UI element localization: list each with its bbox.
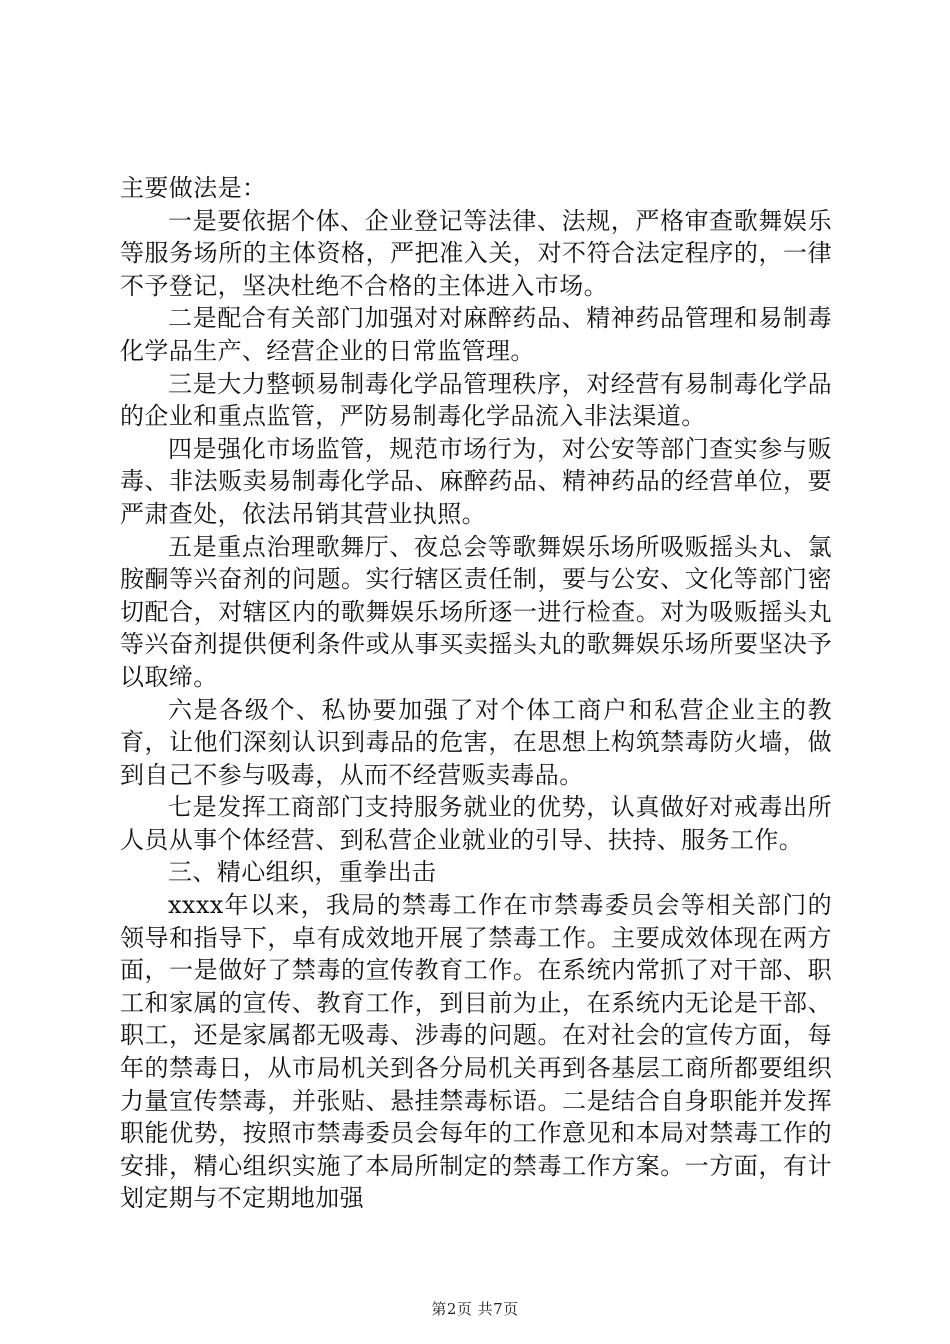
paragraph-intro: 主要做法是： xyxy=(120,174,267,202)
paragraph-item-4: 四是强化市场监管，规范市场行为，对公安等部门查实参与贩毒、非法贩卖易制毒化学品、麻醉药品、精神药品的经营单位，要严肃查处，依法吊销其营业执照。 xyxy=(120,434,832,528)
page-number-footer: 第2页 共7页 xyxy=(431,1300,519,1318)
paragraph-item-7: 七是发挥工商部门支持服务就业的优势，认真做好对戒毒出所人员从事个体经营、到私营企业就业的引导、扶持、服务工作。 xyxy=(120,793,832,854)
paragraph-item-2: 二是配合有关部门加强对对麻醉药品、精神药品管理和易制毒化学品生产、经营企业的日常监管理。 xyxy=(120,304,832,365)
paragraph-results: xxxx年以来，我局的禁毒工作在市禁毒委员会等相关部门的领导和指导下，卓有成效地开展了禁毒工作。主要成效体现在两方面，一是做好了禁毒的宣传教育工作。在系统内常抓了对干部、职工和家属的宣传、教育工作，到目前为止，在系统内无论是干部、职工，还是家属都无吸毒、涉毒的问题。在对社会的宣传方面，每年的禁毒日，从市局机关到各分局机关再到各基层工商所都要组织力量宣传禁毒，并张贴、悬挂禁毒标语。二是结合自身职能并发挥职能优势，按照市禁毒委员会每年的工作意见和本局对禁毒工作的安排，精心组织实施了本局所制定的禁毒工作方案。一方面，有计划定期与不定期地加强 xyxy=(120,891,832,1213)
paragraph-item-1: 一是要依据个体、企业登记等法律、法规，严格审查歌舞娱乐等服务场所的主体资格，严把准入关，对不符合法定程序的，一律不予登记，坚决杜绝不合格的主体进入市场。 xyxy=(120,206,832,300)
document-body xyxy=(120,172,832,1215)
section-heading: 三、精心组织，重拳出击 xyxy=(168,858,437,887)
paragraph-item-5: 五是重点治理歌舞厅、夜总会等歌舞娱乐场所吸贩摇头丸、氯胺酮等兴奋剂的问题。实行辖区责任制，要与公安、文化等部门密切配合，对辖区内的歌舞娱乐场所逐一进行检查。对为吸贩摇头丸等兴奋剂提供便利条件或从事买卖摇头丸的歌舞娱乐场所要坚决予以取缔。 xyxy=(120,532,832,691)
paragraph-item-3: 三是大力整顿易制毒化学品管理秩序，对经营有易制毒化学品的企业和重点监管，严防易制毒化学品流入非法渠道。 xyxy=(120,369,832,431)
paragraph-item-6: 六是各级个、私协要加强了对个体工商户和私营企业主的教育，让他们深刻认识到毒品的危害，在思想上构筑禁毒防火墙，做到自己不参与吸毒，从而不经营贩卖毒品。 xyxy=(120,695,832,789)
